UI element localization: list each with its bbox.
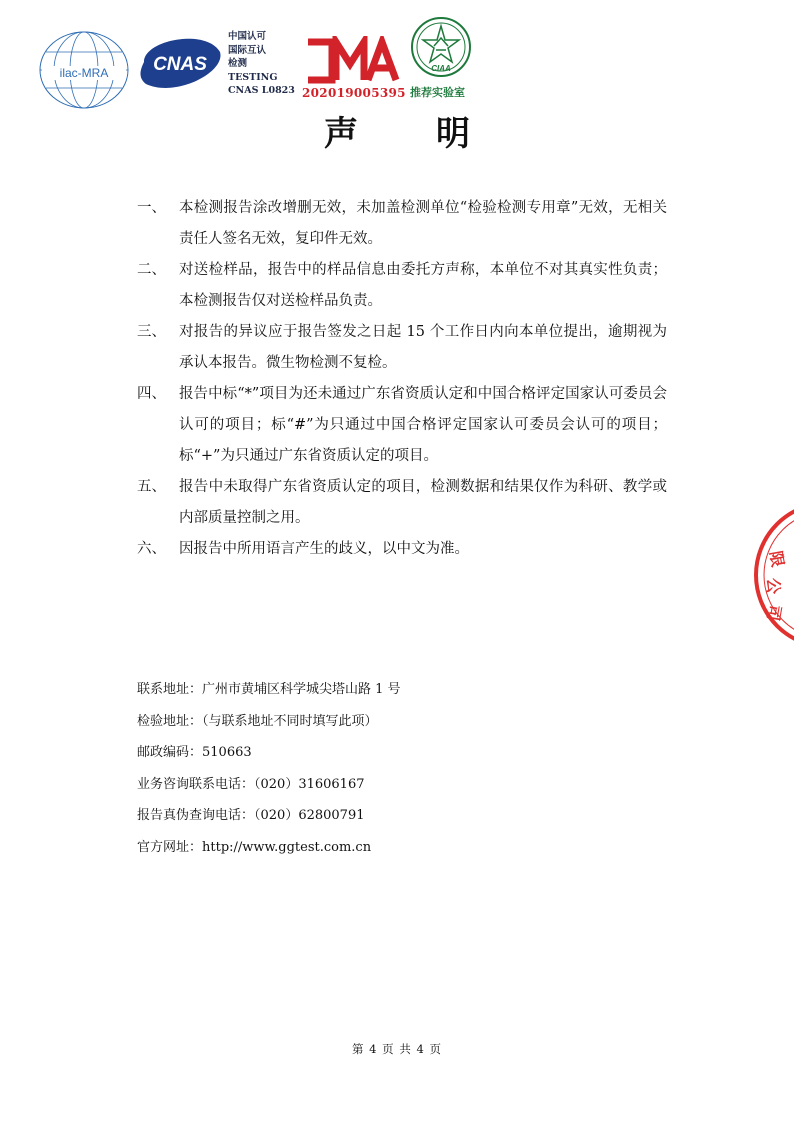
cnas-caption-line: 国际互认 xyxy=(228,44,267,56)
clause-text: 因报告中所用语言产生的歧义，以中文为准。 xyxy=(179,541,469,557)
ciaa-logo xyxy=(410,16,472,78)
cnas-text: CNAS xyxy=(153,54,207,75)
cnas-caption-line: 检测 xyxy=(228,58,248,69)
clause-item xyxy=(137,379,667,472)
clause-text: 对报告的异议应于报告签发之日起 15 个工作日内向本单位提出，逾期视为承认本报告。微生物检测不复检。 xyxy=(179,324,667,371)
clause-text: 报告中未取得广东省资质认定的项目，检测数据和结果仅作为科研、教学或内部质量控制之用。 xyxy=(179,479,667,526)
ilac-mra-logo xyxy=(38,30,130,110)
inspection-address: 检验地址：（与联系地址不同时填写此项） xyxy=(137,713,378,729)
company-seal-stamp xyxy=(748,500,794,650)
business-phone: 业务咨询联系电话：（020）31606167 xyxy=(137,776,365,792)
clause-item xyxy=(137,193,667,255)
ciaa-caption: 推荐实验室 xyxy=(410,86,465,99)
ilac-text: ilac-MRA xyxy=(59,66,109,80)
clause-number: 五、 xyxy=(137,479,166,495)
ciaa-text: CIAA xyxy=(431,64,451,73)
clause-text: 报告中标“*”项目为还未通过广东省资质认定和中国合格评定国家认可委员会认可的项目；标“#”为只通过中国合格评定国家认可委员会认可的项目；标“+”为只通过广东省资质认定的项目。 xyxy=(179,386,667,464)
cnas-caption-line: 中国认可 xyxy=(228,31,267,42)
clause-item xyxy=(137,534,667,565)
clause-number: 一、 xyxy=(137,200,166,216)
clause-number: 六、 xyxy=(137,541,166,557)
clause-item xyxy=(137,317,667,379)
cnas-caption-line: TESTING xyxy=(228,71,278,83)
svg-text:公: 公 xyxy=(764,578,783,595)
svg-text:限: 限 xyxy=(766,549,788,569)
clause-text: 对送检样品，报告中的样品信息由委托方声称，本单位不对其真实性负责；本检测报告仅对送检样品负责。 xyxy=(179,262,667,309)
cnas-caption xyxy=(228,30,295,98)
contact-address: 联系地址：广州市黄埔区科学城尖塔山路 1 号 xyxy=(137,682,401,697)
cnas-caption-line: CNAS L0823 xyxy=(228,85,295,96)
clause-item xyxy=(137,255,667,317)
cnas-logo xyxy=(136,32,224,94)
official-website[interactable]: 官方网址：http://www.ggtest.com.cn xyxy=(137,839,372,855)
declaration-clauses xyxy=(137,193,667,565)
page-title: 声明 xyxy=(324,114,548,154)
cma-number: 202019005395 xyxy=(302,86,406,100)
contact-info xyxy=(137,674,401,863)
verification-phone: 报告真伪查询电话：（020）62800791 xyxy=(137,808,365,823)
clause-number: 四、 xyxy=(137,386,166,402)
cma-logo xyxy=(302,36,402,86)
page-footer: 第 4 页 共 4 页 xyxy=(352,1042,442,1056)
svg-text:司: 司 xyxy=(763,603,785,623)
clause-number: 三、 xyxy=(137,324,166,340)
clause-item xyxy=(137,472,667,534)
clause-number: 二、 xyxy=(137,262,166,278)
clause-text: 本检测报告涂改增删无效，未加盖检测单位“检验检测专用章”无效，无相关责任人签名无效，复印件无效。 xyxy=(179,200,667,247)
certification-logos xyxy=(38,14,498,104)
postal-code: 邮政编码：510663 xyxy=(137,745,252,760)
